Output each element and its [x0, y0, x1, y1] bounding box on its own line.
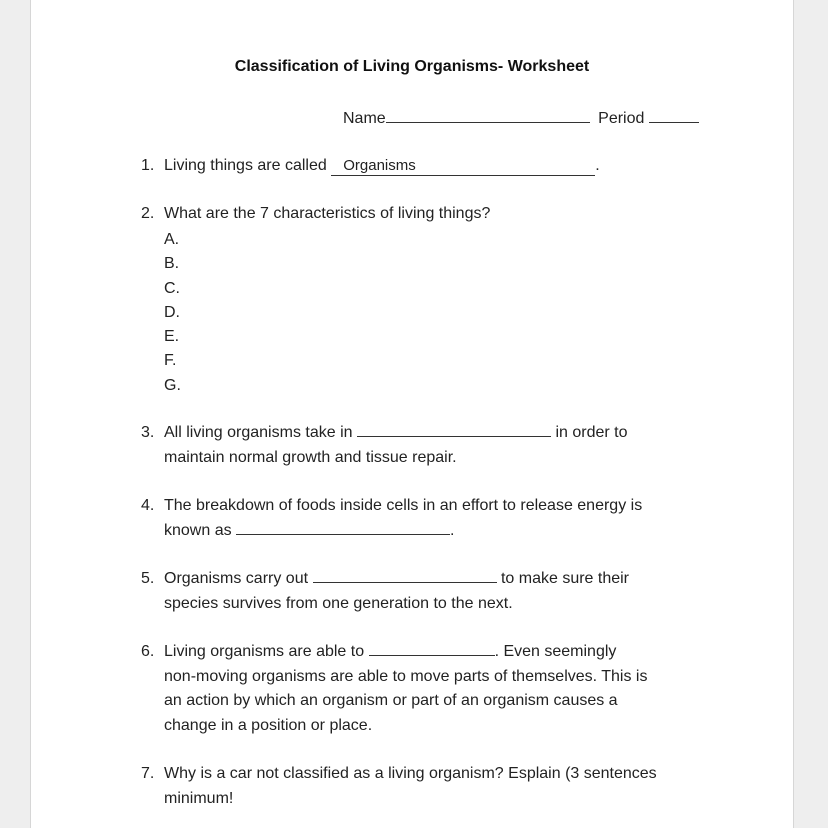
question-4-text: known as: [164, 521, 232, 539]
question-text: [164, 154, 724, 179]
list-item: B.: [164, 255, 180, 273]
answer-blank[interactable]: [357, 422, 551, 437]
question-number: 5.: [141, 570, 155, 587]
question-6-text-after: . Even seemingly: [494, 643, 617, 660]
question-7-line2: minimum!: [164, 789, 234, 807]
question-5-line2: species survives from one generation to the next.: [164, 594, 513, 612]
period-label: Period: [598, 110, 645, 127]
question-5-text-after: to make sure their: [500, 570, 630, 587]
question-text: [164, 640, 724, 738]
question-3-text: All living organisms take in: [164, 424, 353, 441]
list-item: D.: [164, 303, 180, 321]
question-3-text-after: in order to: [555, 424, 628, 441]
question-number: 4.: [141, 497, 155, 514]
question-4-period: .: [450, 521, 455, 539]
question-number: 7.: [141, 765, 155, 782]
question-text: [164, 762, 724, 811]
list-item: E.: [164, 328, 180, 346]
characteristics-list: [164, 228, 181, 398]
worksheet-page: [30, 0, 794, 828]
answer-blank[interactable]: [236, 520, 450, 535]
question-1-text: Living things are called: [164, 157, 327, 174]
question-text: What are the 7 characteristics of living things?: [164, 205, 491, 222]
question-5-text: Organisms carry out: [164, 570, 309, 587]
question-4-line1: The breakdown of foods inside cells in an effort to release energy is: [164, 497, 643, 514]
question-text: [164, 421, 724, 470]
list-item: G.: [164, 376, 181, 394]
answer-blank[interactable]: [369, 641, 495, 656]
answer-blank-organisms[interactable]: Organisms: [331, 157, 595, 176]
question-number: 2.: [141, 205, 155, 222]
list-item: C.: [164, 279, 180, 297]
list-item: A.: [164, 231, 180, 248]
question-6-line4: change in a position or place.: [164, 716, 373, 734]
question-number: 6.: [141, 643, 155, 660]
question-1-period: .: [595, 157, 600, 174]
question-6-line3: an action by which an organism or part of an organism causes a: [164, 692, 618, 709]
worksheet-title: Classification of Living Organisms- Worksheet: [234, 58, 590, 75]
period-blank[interactable]: [649, 108, 699, 123]
question-6-text: Living organisms are able to: [164, 643, 365, 660]
question-text: [164, 567, 724, 616]
question-text: [164, 494, 724, 543]
name-label: Name: [343, 110, 386, 127]
question-number: 1.: [141, 157, 155, 174]
list-item: F.: [164, 352, 177, 370]
question-3-line2: maintain normal growth and tissue repair.: [164, 448, 457, 466]
question-6-line2: non-moving organisms are able to move parts of themselves. This is: [164, 667, 648, 685]
answer-blank[interactable]: [313, 568, 497, 583]
question-number: 3.: [141, 424, 155, 441]
name-period-row: [343, 108, 699, 128]
question-7-line1: Why is a car not classified as a living organism? Esplain (3 sentences: [164, 765, 657, 782]
name-blank[interactable]: [386, 108, 590, 123]
